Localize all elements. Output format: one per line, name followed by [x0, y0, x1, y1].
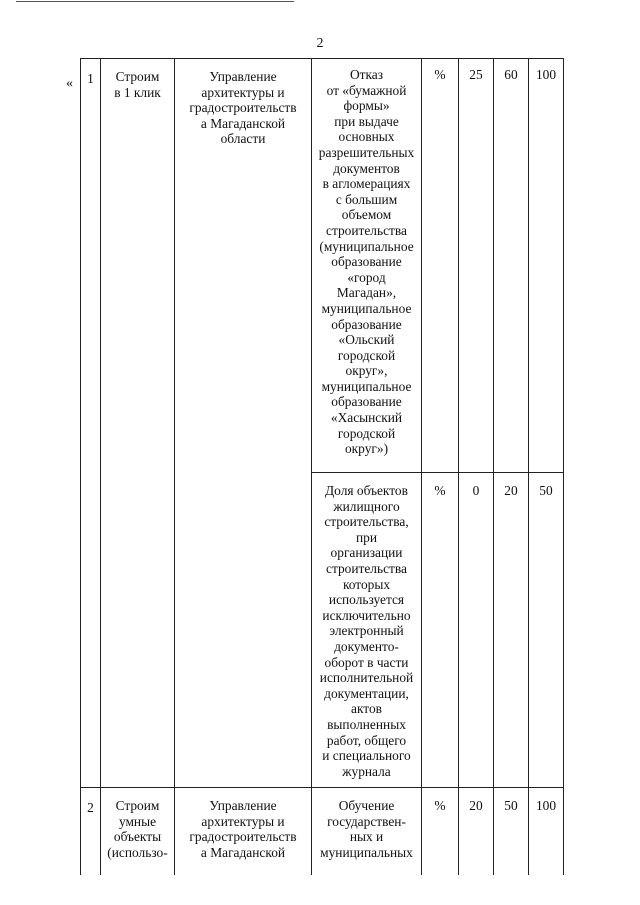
indicators-table: [80, 58, 564, 875]
indicator-value: 60: [494, 59, 529, 473]
indicator-name: Доля объектов жилищного строительства, при организации строительства которых используется исключительно электронный документо- оборот в части исполнительной документации, актов выполненных работ, общего и специального журнала: [312, 473, 422, 788]
indicator-value: 100: [529, 59, 564, 473]
indicator-unit: %: [422, 59, 459, 473]
indicator-value: 50: [529, 473, 564, 788]
indicator-value: 20: [494, 473, 529, 788]
indicator-value: 20: [459, 788, 494, 875]
responsible-authority: Управление архитектуры и градостроительств а Магаданской области: [175, 59, 312, 788]
table-row: [81, 788, 564, 875]
indicator-value: 50: [494, 788, 529, 875]
project-name: Строим умные объекты (использо-: [101, 788, 175, 875]
indicator-name: Обучение государствен- ных и муниципальных: [312, 788, 422, 875]
indicator-value: 100: [529, 788, 564, 875]
opening-quote-mark: «: [66, 76, 73, 91]
row-number: 1: [81, 59, 101, 788]
top-rule: [16, 1, 294, 2]
indicator-unit: %: [422, 788, 459, 875]
indicator-value: 0: [459, 473, 494, 788]
responsible-authority: Управление архитектуры и градостроительств а Магаданской: [175, 788, 312, 875]
row-number: 2: [81, 788, 101, 875]
indicator-name: Отказ от «бумажной формы» при выдаче основных разрешительных документов в агломерациях с большим объемом строительства (муниципальное образование «город Магадан», муниципальное образование «Ольский городской округ», муниципальное образование «Хасынский городской округ»): [312, 59, 422, 473]
project-name: Строим в 1 клик: [101, 59, 175, 788]
table-row: [81, 59, 564, 473]
indicator-value: 25: [459, 59, 494, 473]
indicator-unit: %: [422, 473, 459, 788]
page-number: 2: [316, 36, 324, 51]
